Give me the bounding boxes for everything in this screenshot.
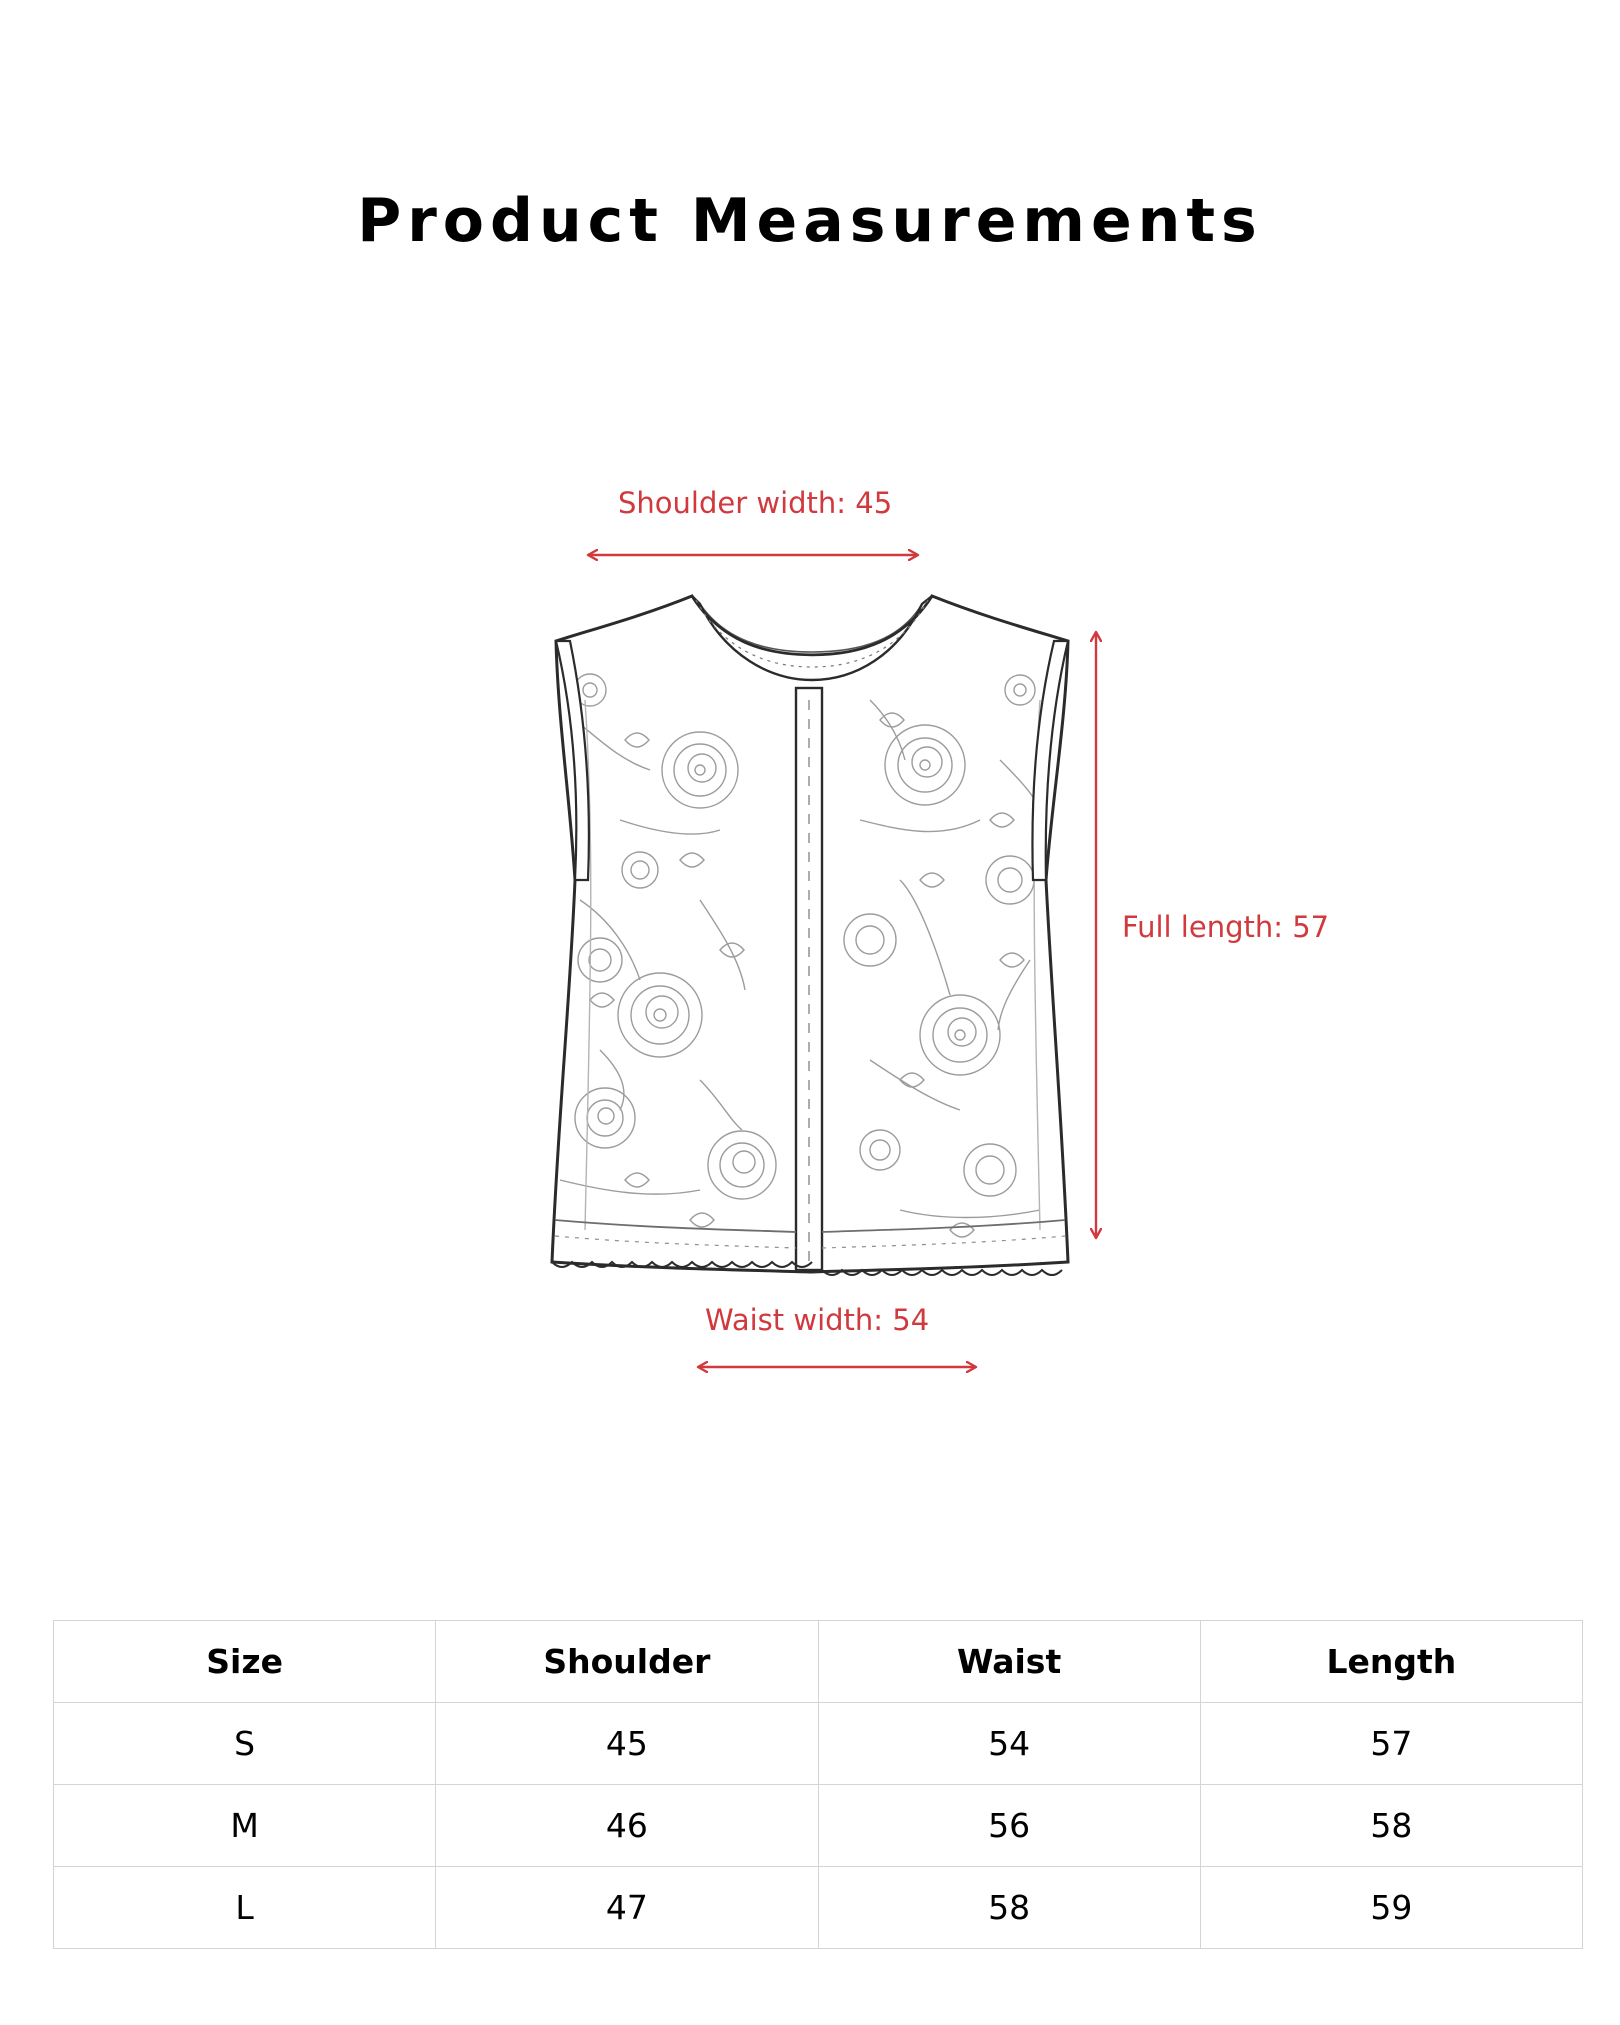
cell-shoulder: 47 (436, 1867, 818, 1949)
cell-length: 57 (1200, 1703, 1582, 1785)
header-size: Size (54, 1621, 436, 1703)
table-row (54, 1785, 1583, 1867)
table-header-row (54, 1621, 1583, 1703)
cell-length: 58 (1200, 1785, 1582, 1867)
cell-shoulder: 45 (436, 1703, 818, 1785)
header-waist: Waist (818, 1621, 1200, 1703)
sleeveless-lace-top-icon (552, 596, 1068, 1275)
cell-waist: 56 (818, 1785, 1200, 1867)
size-chart-table (53, 1620, 1583, 1949)
cell-waist: 54 (818, 1703, 1200, 1785)
table-row (54, 1703, 1583, 1785)
page-title: Product Measurements (357, 186, 1263, 256)
cell-waist: 58 (818, 1867, 1200, 1949)
cell-size: M (54, 1785, 436, 1867)
header-shoulder: Shoulder (436, 1621, 818, 1703)
cell-shoulder: 46 (436, 1785, 818, 1867)
cell-size: L (54, 1867, 436, 1949)
waist-width-label: Waist width: 54 (705, 1303, 930, 1337)
header-length: Length (1200, 1621, 1582, 1703)
table-row (54, 1867, 1583, 1949)
cell-length: 59 (1200, 1867, 1582, 1949)
full-length-label: Full length: 57 (1122, 910, 1330, 944)
shoulder-width-label: Shoulder width: 45 (618, 486, 893, 520)
cell-size: S (54, 1703, 436, 1785)
